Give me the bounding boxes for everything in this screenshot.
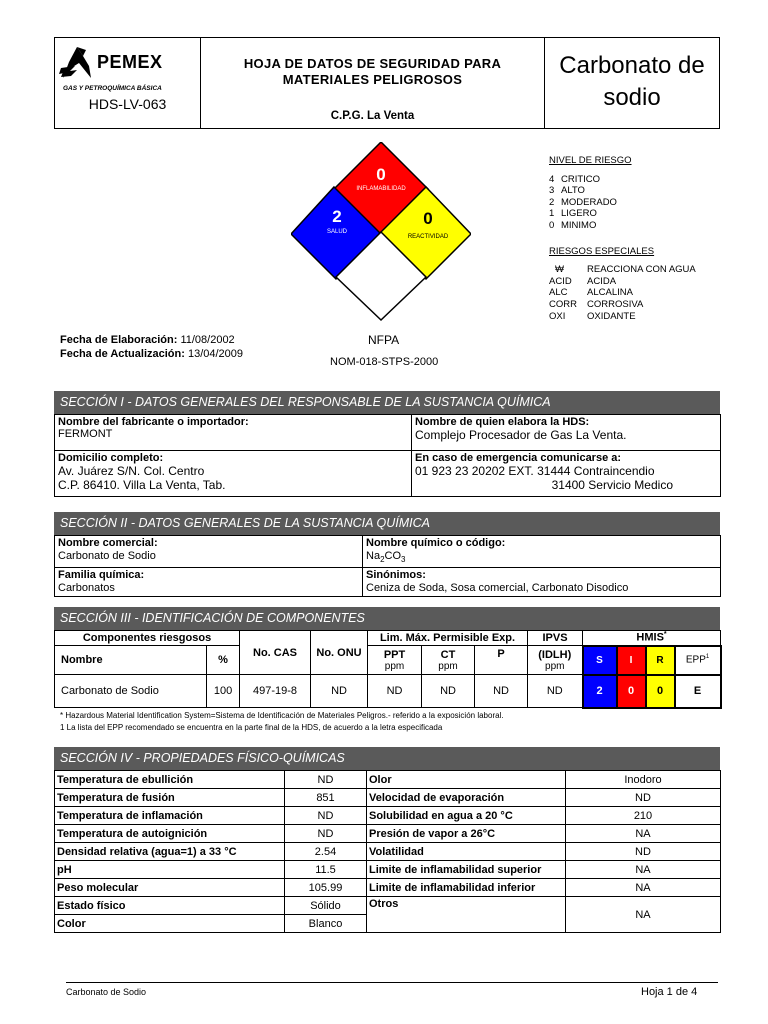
address-line-2: C.P. 86410. Villa La Venta, Tab.	[58, 478, 226, 492]
list-item	[549, 276, 696, 288]
color-value: Blanco	[285, 915, 367, 933]
special-risks-list	[549, 264, 696, 322]
property-value: 11.5	[285, 861, 367, 879]
logo-wordmark: PEMEX	[97, 52, 163, 72]
list-item	[549, 185, 696, 197]
substance-name	[545, 38, 719, 128]
list-item	[549, 197, 696, 209]
list-item	[549, 174, 696, 186]
hmis-reactivity-header: R	[646, 646, 675, 675]
hmis-epp-header: EPP$^1$	[675, 646, 721, 675]
nfpa-reactivity-label: REACTIVIDAD	[407, 234, 449, 240]
special-risk-key: CORR	[549, 298, 577, 310]
table-row	[55, 807, 721, 825]
synonyms-value: Ceniza de Soda, Sosa comercial, Carbonato Disodico	[366, 582, 629, 595]
special-risk-key: ALC	[549, 287, 568, 299]
manufacturer-label: Nombre del fabricante o importador:	[58, 416, 249, 428]
hmis-health-value: 2	[583, 675, 617, 708]
table-row	[55, 843, 721, 861]
hmis-flammability-value: 0	[617, 675, 646, 708]
synonyms-cell	[363, 568, 721, 597]
property-name: Limite de inflamabilidad inferior	[367, 879, 566, 897]
property-value: NA	[566, 879, 721, 897]
substance-line-1: Carbonato de	[559, 52, 705, 79]
address-line-1: Av. Juárez S/N. Col. Centro	[58, 464, 205, 478]
epp-note: 1 La lista del EPP recomendado se encuentra en la parte final de la HDS, de acuerdo a la letra especificada	[60, 723, 443, 732]
document-title	[201, 56, 544, 88]
risk-level-text: ALTO	[561, 185, 585, 197]
property-name: pH	[55, 861, 285, 879]
nfpa-reactivity-value: 0	[423, 209, 433, 228]
section-4-title: SECCIÓN IV - PROPIEDADES FÍSICO-QUÍMICAS	[54, 747, 720, 770]
hmis-health-header: S	[583, 646, 617, 675]
property-name: Temperatura de autoignición	[55, 825, 285, 843]
cas-header: No. CAS	[240, 631, 311, 675]
logo-subtitle: GAS Y PETROQUÍMICA BÁSICA	[63, 85, 162, 92]
hmis-epp-value: E	[675, 675, 721, 708]
document-header	[54, 37, 720, 129]
chemical-name-label: Nombre químico o código:	[366, 537, 506, 549]
special-risk-key: OXI	[549, 310, 566, 322]
percent-header: %	[207, 646, 240, 675]
table-row	[55, 825, 721, 843]
nfpa-flammability-value: 0	[376, 165, 386, 184]
author-cell	[412, 415, 721, 451]
property-name: Solubilidad en agua a 20 °C	[367, 807, 566, 825]
property-value: ND	[285, 771, 367, 789]
special-risk-text: REACCIONA CON AGUA	[587, 264, 696, 276]
list-item	[549, 287, 696, 299]
hmis-reactivity-value: 0	[646, 675, 675, 708]
nfpa-health-value: 2	[332, 207, 342, 226]
address-label: Domicilio completo:	[58, 452, 164, 464]
risk-level-text: CRITICO	[561, 173, 601, 185]
table-row	[55, 789, 721, 807]
physical-state-label: Estado físico	[55, 897, 285, 915]
emergency-label: En caso de emergencia comunicarse a:	[415, 452, 622, 464]
hmis-note: * Hazardous Material Identification System=Sistema de Identificación de Materiales Peligros.- referido a la exposición laboral.	[60, 711, 504, 720]
section-3-title: SECCIÓN III - IDENTIFICACIÓN DE COMPONENTES	[54, 607, 720, 630]
property-name: Densidad relativa (agua=1) a 33 °C	[55, 843, 285, 861]
property-value: 851	[285, 789, 367, 807]
chemical-family-label: Familia química:	[58, 569, 145, 582]
chemical-formula: $Na_2CO_3$	[366, 550, 406, 565]
update-date: 13/04/2009	[187, 348, 244, 360]
component-ipvs: ND	[528, 675, 583, 708]
special-risk-text: ACIDA	[587, 275, 617, 287]
ipvs-header: IPVS	[528, 631, 583, 646]
elaboration-date: 11/08/2002	[180, 334, 235, 346]
ct-header: CT ppm	[422, 646, 475, 675]
address-cell	[55, 451, 412, 497]
risk-level-text: MODERADO	[561, 196, 617, 208]
commercial-name-label: Nombre comercial:	[58, 537, 158, 549]
components-table	[54, 630, 722, 709]
risk-level-key: 4	[549, 173, 555, 185]
color-label: Color	[55, 915, 285, 933]
section-2-table	[54, 535, 721, 597]
hazardous-components-header: Componentes riesgosos	[55, 631, 240, 646]
property-name: Velocidad de evaporación	[367, 789, 566, 807]
property-name: Peso molecular	[55, 879, 285, 897]
special-risks-title: RIESGOS ESPECIALES	[549, 245, 655, 257]
risk-level-list	[549, 174, 696, 232]
facility-name: C.P.G. La Venta	[330, 110, 415, 122]
pemex-logo	[59, 46, 195, 92]
title-line-1: HOJA DE DATOS DE SEGURIDAD PARA	[243, 56, 502, 71]
property-value: ND	[566, 789, 721, 807]
section-1-table	[54, 414, 721, 497]
section-2-title: SECCIÓN II - DATOS GENERALES DE LA SUSTANCIA QUÍMICA	[54, 512, 720, 535]
table-row	[55, 897, 721, 915]
logo-cell	[55, 38, 201, 128]
footer-substance: Carbonato de Sodio	[66, 987, 147, 997]
list-item	[549, 264, 696, 276]
property-value: ND	[566, 843, 721, 861]
section-1-title: SECCIÓN I - DATOS GENERALES DEL RESPONSABLE DE LA SUSTANCIA QUÍMICA	[54, 391, 720, 414]
list-item	[549, 208, 696, 220]
property-name: Volatilidad	[367, 843, 566, 861]
update-date-label: Fecha de Actualización:	[60, 348, 185, 360]
property-name: Temperatura de ebullición	[55, 771, 285, 789]
dates-block	[60, 333, 243, 361]
risk-level-key: 3	[549, 185, 555, 197]
emergency-cell	[412, 451, 721, 497]
others-value: NA	[566, 897, 721, 933]
title-cell	[201, 38, 545, 128]
commercial-name-value: Carbonato de Sodio	[58, 550, 156, 562]
author-value: Complejo Procesador de Gas La Venta.	[415, 428, 627, 442]
commercial-name-cell	[55, 536, 363, 568]
component-ppt: ND	[368, 675, 422, 708]
risk-level-text: MINIMO	[561, 219, 597, 231]
property-name: Temperatura de fusión	[55, 789, 285, 807]
list-item	[549, 220, 696, 232]
name-header: Nombre	[55, 646, 207, 675]
p-header: P	[475, 646, 528, 675]
property-value: NA	[566, 825, 721, 843]
idlh-header: (IDLH) ppm	[528, 646, 583, 675]
author-label: Nombre de quien elabora la HDS:	[415, 416, 590, 428]
page-number: Hoja 1 de 4	[641, 986, 698, 998]
nfpa-health-label: SALUD	[326, 229, 348, 235]
table-row	[55, 771, 721, 789]
norm-label: NOM-018-STPS-2000	[330, 356, 439, 368]
property-value: ND	[285, 807, 367, 825]
risk-level-text: LIGERO	[561, 208, 597, 220]
list-item	[549, 311, 696, 323]
special-risk-key: ACID	[549, 275, 572, 287]
ppt-header: PPT ppm	[368, 646, 422, 675]
onu-header: No. ONU	[311, 631, 368, 675]
risk-level-key: 0	[549, 219, 555, 231]
property-value: NA	[566, 861, 721, 879]
special-risk-text: ALCALINA	[587, 287, 633, 299]
chemical-family-value: Carbonatos	[58, 582, 115, 595]
physical-state-value: Sólido	[285, 897, 367, 915]
document-code: HDS-LV-063	[88, 96, 167, 112]
properties-table	[54, 770, 721, 933]
pemex-eagle-icon	[59, 46, 95, 80]
substance-line-2: sodio	[603, 84, 661, 111]
elaboration-date-label: Fecha de Elaboración:	[60, 334, 178, 346]
section-3-notes	[60, 710, 504, 734]
property-name: Olor	[367, 771, 566, 789]
property-value: 210	[566, 807, 721, 825]
others-label: Otros	[367, 897, 566, 933]
nfpa-label: NFPA	[368, 333, 400, 347]
component-cas: 497-19-8	[240, 675, 311, 708]
risk-level-key: 2	[549, 196, 555, 208]
manufacturer-value: FERMONT	[58, 428, 113, 440]
special-risk-key: ₩	[555, 264, 564, 276]
table-row	[55, 675, 721, 708]
chemical-name-cell	[363, 536, 721, 568]
property-name: Limite de inflamabilidad superior	[367, 861, 566, 879]
table-row	[55, 861, 721, 879]
property-value: ND	[285, 825, 367, 843]
manufacturer-cell	[55, 415, 412, 451]
property-name: Presión de vapor a 26°C	[367, 825, 566, 843]
exposure-limits-header: Lim. Máx. Permisible Exp.	[368, 631, 528, 646]
emergency-line-2: 31400 Servicio Medico	[551, 478, 673, 492]
footer-divider	[66, 982, 718, 983]
nfpa-diamond	[291, 142, 471, 322]
special-risk-text: CORROSIVA	[587, 298, 644, 310]
hmis-header: HMIS*	[583, 631, 721, 646]
table-row	[55, 879, 721, 897]
hmis-flammability-header: I	[617, 646, 646, 675]
list-item	[549, 299, 696, 311]
component-onu: ND	[311, 675, 368, 708]
property-name: Temperatura de inflamación	[55, 807, 285, 825]
property-value: 105.99	[285, 879, 367, 897]
risk-level-key: 1	[549, 208, 555, 220]
risk-level-title: NIVEL DE RIESGO	[549, 155, 632, 166]
synonyms-label: Sinónimos:	[366, 569, 426, 582]
chemical-family-cell	[55, 568, 363, 597]
component-ct: ND	[422, 675, 475, 708]
special-risk-text: OXIDANTE	[587, 310, 636, 322]
property-value: 2.54	[285, 843, 367, 861]
risk-legend	[549, 155, 696, 322]
nfpa-flammability-label: INFLAMABILIDAD	[356, 186, 406, 192]
component-p: ND	[475, 675, 528, 708]
emergency-line-1: 01 923 23 20202 EXT. 31444 Contraincendio	[415, 464, 655, 478]
property-value: Inodoro	[566, 771, 721, 789]
title-line-2: MATERIALES PELIGROSOS	[282, 72, 463, 87]
component-percent: 100	[207, 675, 240, 708]
component-name: Carbonato de Sodio	[55, 675, 207, 708]
